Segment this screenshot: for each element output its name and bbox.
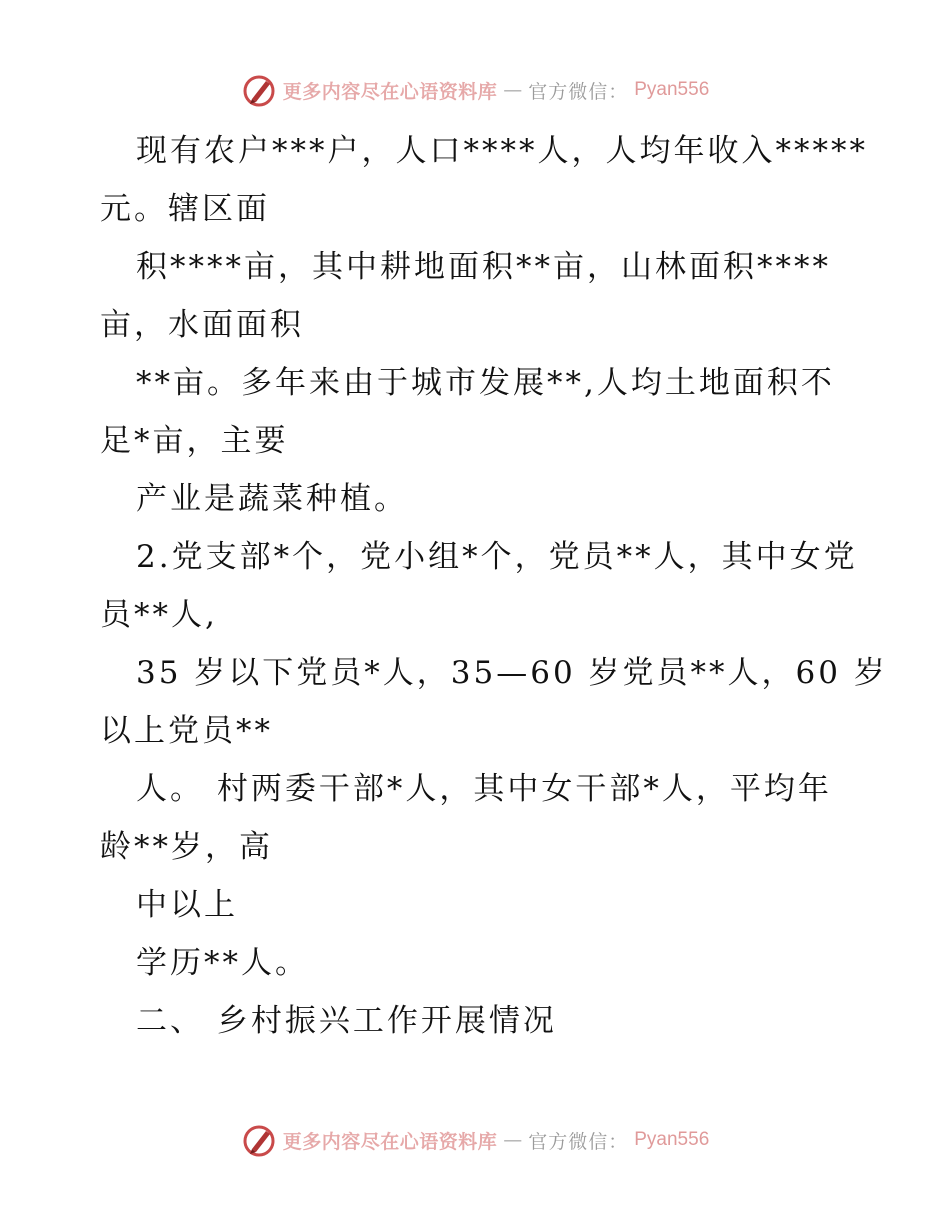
text-line: 龄**岁，高 <box>100 829 273 865</box>
footer-watermark <box>0 1120 950 1160</box>
text-line: 人。 村两委干部*人，其中女干部*人，平均年 <box>136 771 832 807</box>
watermark-text: 更多内容尽在心语资料库 <box>282 80 498 103</box>
text-line: 35 岁以下党员*人，35—60 岁党员**人，60 岁 <box>136 655 888 691</box>
text-line: 元。辖区面 <box>100 191 270 227</box>
document-body <box>100 122 888 1050</box>
watermark-group <box>241 72 710 108</box>
text-line: 产业是蔬菜种植。 <box>136 481 408 517</box>
text-line: 以上党员** <box>100 713 273 749</box>
text-line: 亩，水面面积 <box>100 307 304 343</box>
text-line: 现有农户***户，人口****人，人均年收入***** <box>136 133 868 169</box>
watermark-wechat-label: 官方微信： <box>528 1130 629 1153</box>
watermark-text: 更多内容尽在心语资料库 <box>282 1130 498 1153</box>
watermark-group <box>241 1122 710 1158</box>
text-line: 2.党支部*个，党小组*个，党员**人，其中女党 <box>136 539 858 575</box>
text-line: 积****亩，其中耕地面积**亩，山林面积**** <box>136 249 831 285</box>
text-line: 足*亩，主要 <box>100 423 289 459</box>
watermark-dash: — <box>503 1129 523 1151</box>
section-heading: 二、 乡村振兴工作开展情况 <box>136 1003 557 1039</box>
watermark-dash: — <box>503 79 523 101</box>
watermark-wechat-id: Pyan556 <box>634 1129 710 1150</box>
watermark-wechat-label: 官方微信： <box>528 80 629 103</box>
pen-logo-icon <box>241 72 277 108</box>
text-line: 学历**人。 <box>136 945 309 981</box>
watermark-wechat-id: Pyan556 <box>634 79 710 100</box>
text-line: 员**人, <box>100 597 218 633</box>
pen-logo-icon <box>241 1122 277 1158</box>
text-line: **亩。多年来由于城市发展**,人均土地面积不 <box>136 365 835 401</box>
text-line: 中以上 <box>136 887 238 923</box>
header-watermark <box>0 70 950 110</box>
